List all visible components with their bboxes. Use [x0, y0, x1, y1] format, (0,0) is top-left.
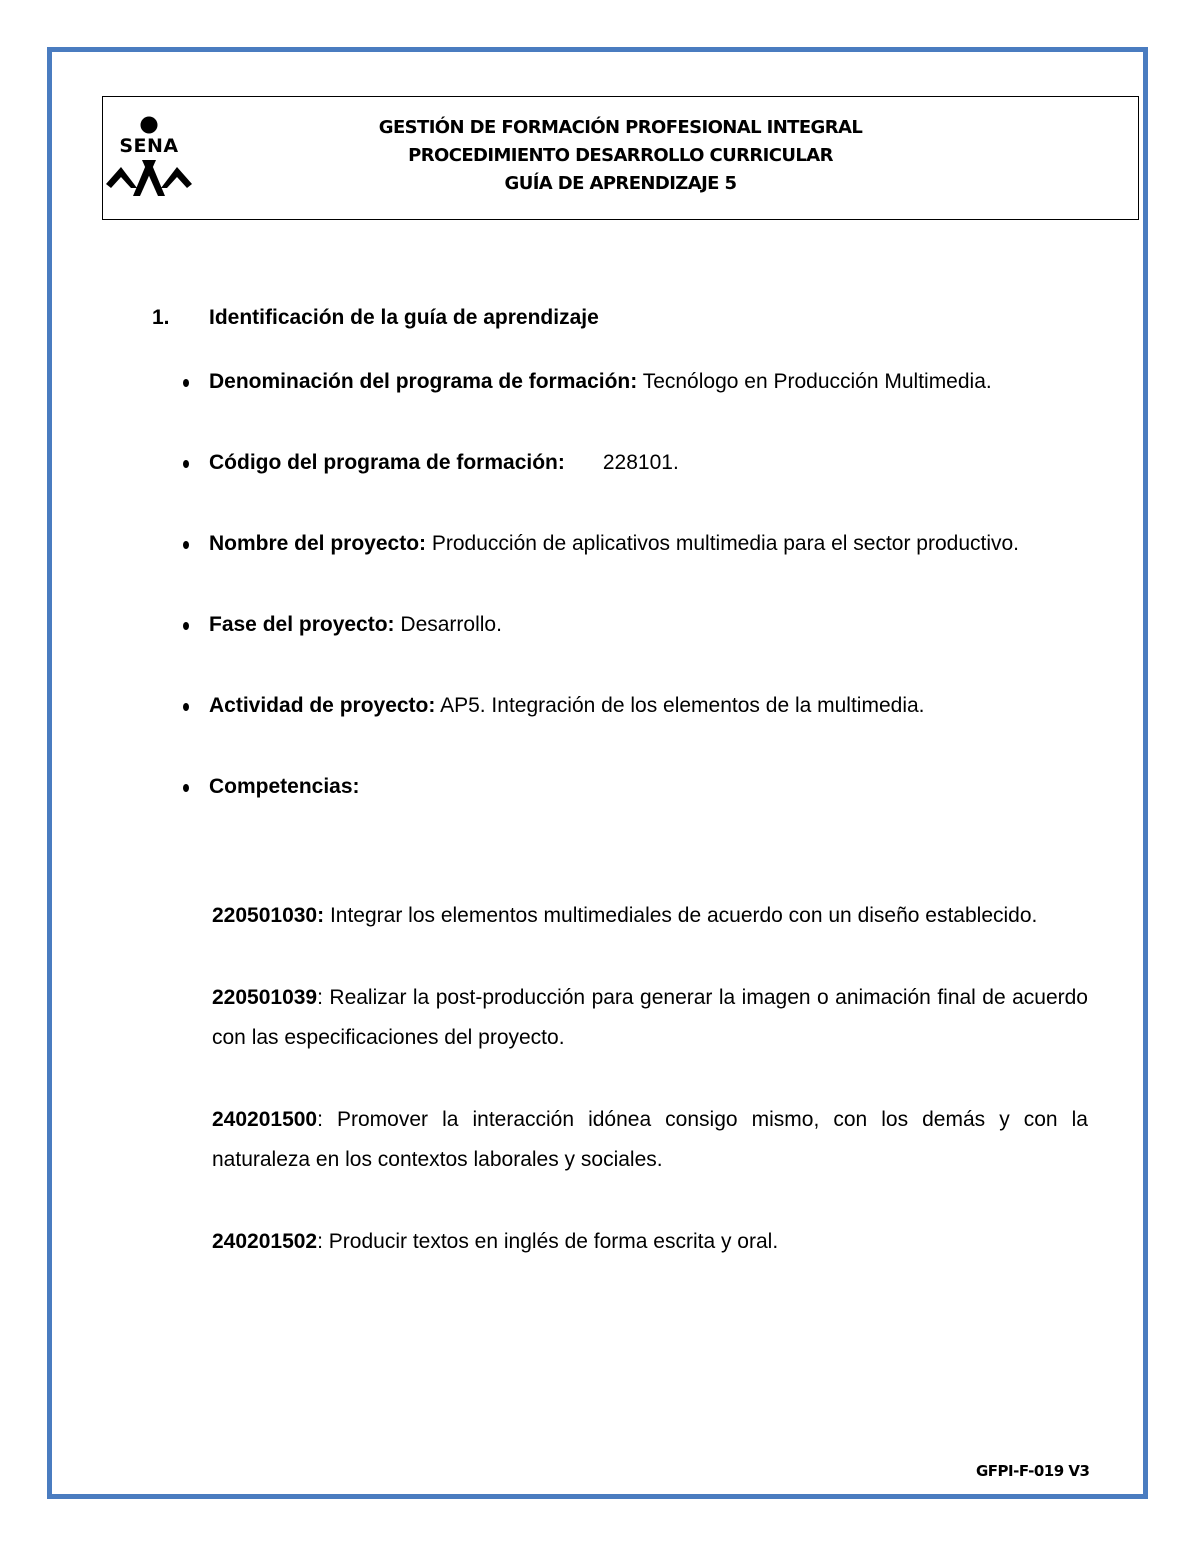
list-item-programa [180, 362, 1090, 402]
list-item-fase [180, 605, 1090, 645]
section-title: Identificación de la guía de aprendizaje [209, 306, 599, 329]
competencia-text: Integrar los elementos multimediales de acuerdo con un diseño establecido. [324, 904, 1038, 927]
item-label: Actividad de proyecto: [209, 694, 436, 717]
competencia-item [212, 1100, 1088, 1180]
item-label: Denominación del programa de formación: [209, 370, 638, 393]
bullet-icon [183, 379, 189, 387]
item-label: Fase del proyecto: [209, 613, 395, 636]
item-value: Producción de aplicativos multimedia para el sector productivo. [426, 532, 1020, 555]
competencias-list [212, 896, 1088, 1304]
section-number: 1. [152, 306, 170, 329]
item-label: Nombre del proyecto: [209, 532, 427, 555]
list-item-proyecto [180, 524, 1090, 564]
item-label: Código del programa de formación: [209, 451, 565, 474]
competencia-text: : Promover la interacción idónea consigo mismo, con los demás y con la naturaleza en los contextos laborales y sociales. [212, 1108, 1088, 1171]
identification-list [180, 362, 1090, 848]
competencia-code: 220501030: [212, 904, 325, 927]
competencia-code: 240201502 [212, 1230, 318, 1253]
item-label: Competencias: [209, 775, 360, 798]
document-code: GFPI-F-019 V3 [976, 1462, 1090, 1480]
bullet-icon [183, 784, 189, 792]
item-value: Desarrollo. [394, 613, 502, 636]
sena-logo-wordmark: SENA [119, 135, 179, 157]
item-value: Tecnólogo en Producción Multimedia. [637, 370, 992, 393]
list-item-actividad [180, 686, 1090, 726]
bullet-icon [183, 622, 189, 630]
bullet-icon [183, 703, 189, 711]
section-heading [152, 306, 599, 330]
bullet-icon [183, 541, 189, 549]
list-item-competencias [180, 767, 1090, 807]
list-item-codigo [180, 443, 1090, 483]
competencia-text: : Realizar la post-producción para generar la imagen o animación final de acuerdo con las especificaciones del proyecto. [212, 986, 1088, 1049]
header-titles [102, 114, 1139, 198]
competencia-item [212, 978, 1088, 1058]
competencia-code: 220501039 [212, 986, 318, 1009]
competencia-text: : Producir textos en inglés de forma escrita y oral. [317, 1230, 779, 1253]
competencia-item [212, 1222, 1088, 1262]
bullet-icon [183, 460, 189, 468]
item-value: 228101. [602, 451, 679, 474]
competencia-item [212, 896, 1088, 936]
header-line-1: GESTIÓN DE FORMACIÓN PROFESIONAL INTEGRAL [378, 117, 863, 138]
item-value: AP5. Integración de los elementos de la multimedia. [435, 694, 925, 717]
competencia-code: 240201500 [212, 1108, 318, 1131]
header-line-3: GUÍA DE APRENDIZAJE 5 [504, 173, 737, 194]
header-line-2: PROCEDIMIENTO DESARROLLO CURRICULAR [408, 145, 833, 166]
